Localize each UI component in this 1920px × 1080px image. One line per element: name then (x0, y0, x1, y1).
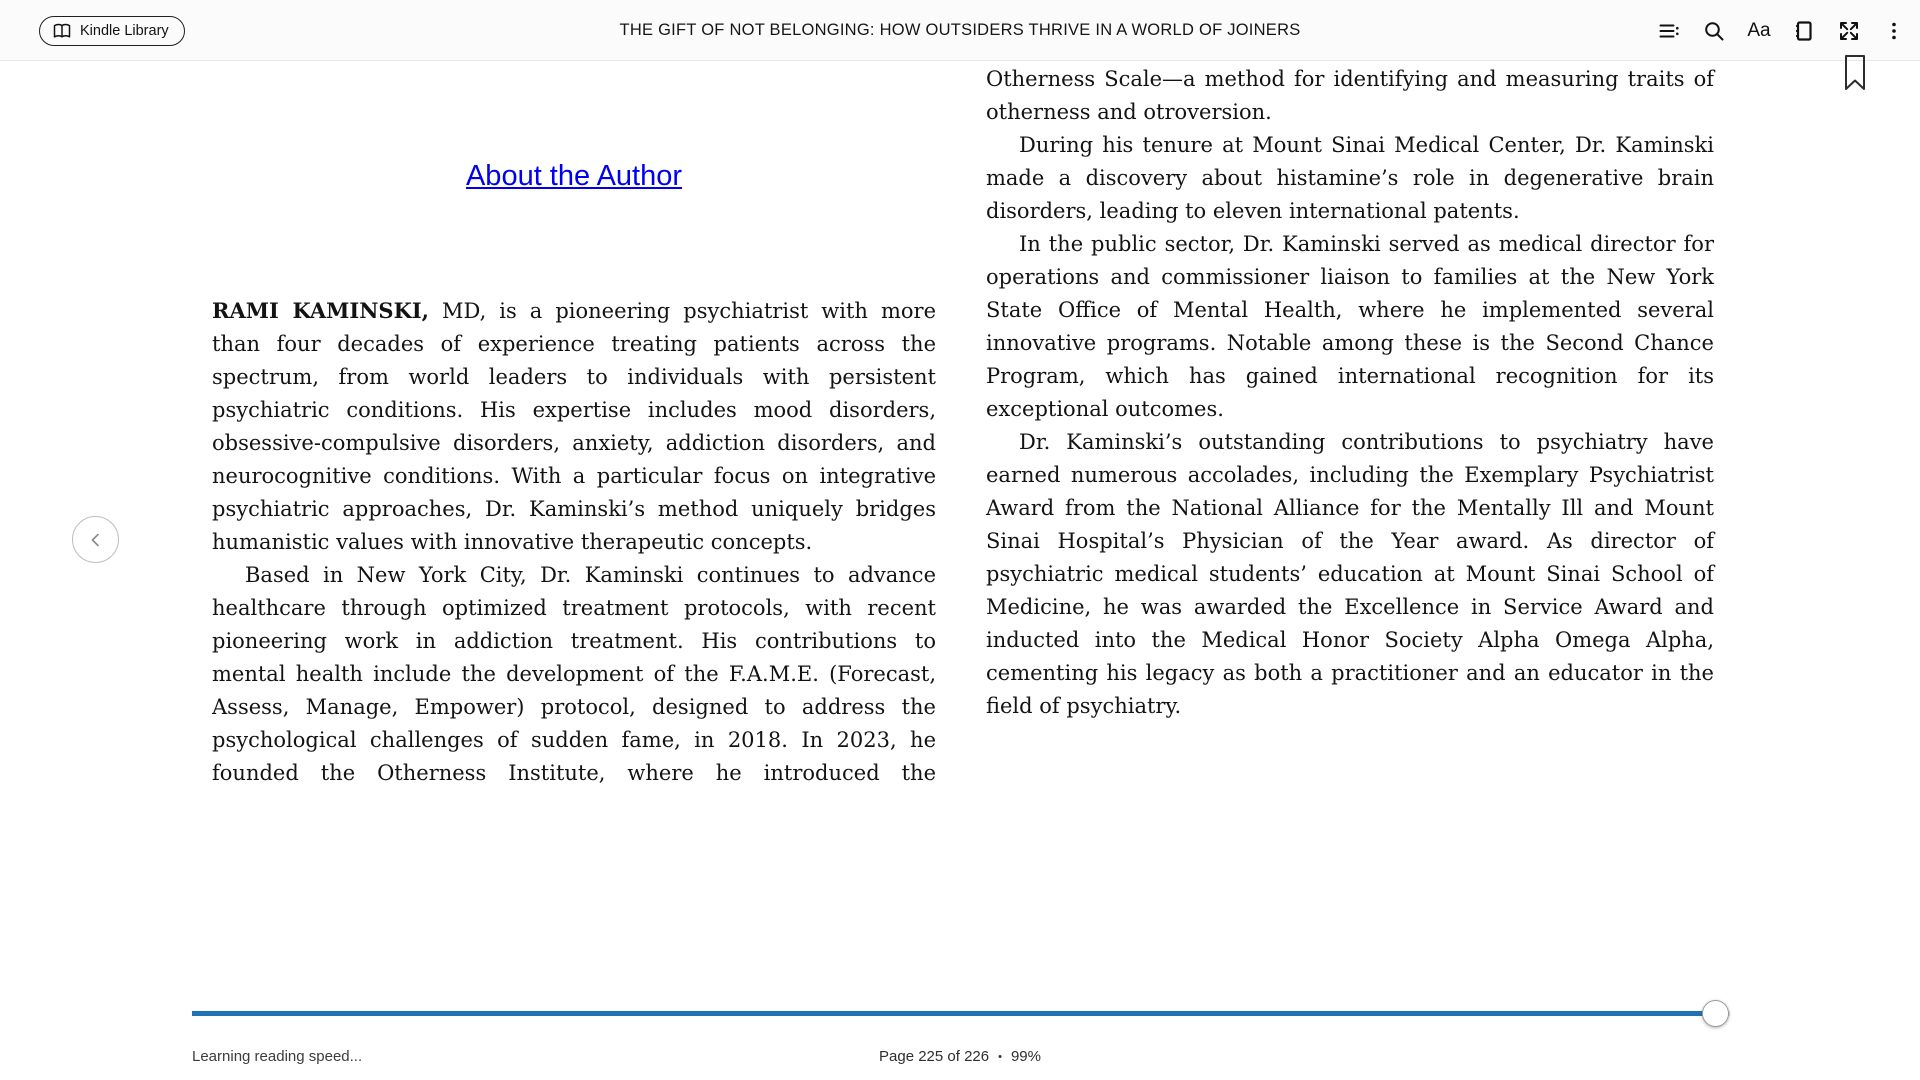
fullscreen-icon[interactable] (1837, 19, 1861, 43)
reading-progress-track[interactable] (192, 1011, 1730, 1016)
paragraph: Otherness Scale—a method for identifying and measuring traits of otherness and otroversion. (986, 67, 1714, 124)
chevron-left-icon (87, 531, 105, 549)
kindle-library-label: Kindle Library (80, 23, 169, 39)
more-icon[interactable] (1882, 19, 1906, 43)
percent-label: 99% (1010, 1048, 1041, 1065)
paragraph (212, 294, 936, 559)
separator-dot: • (998, 1050, 1002, 1063)
paragraph-text: MD, is a pioneering psychiatrist with more than four decades of experience treating patients across the spectrum, from world leaders to individuals with persistent psychiatric conditions. His expertise includes mood disorders, obsessive-compulsive disorders, anxiety, addiction disorders, and neurocognitive conditions. With a particular focus on integrative psychiatric approaches, Dr. Kaminski’s method uniquely bridges humanistic values with innovative therapeutic concepts. (212, 299, 936, 554)
page-number-label: Page 225 of 226 (879, 1048, 990, 1065)
progress-slider-handle[interactable] (1702, 1000, 1729, 1027)
toolbar-icon-group (1657, 0, 1906, 61)
paragraph: Dr. Kaminski’s outstanding contributions to psychiatry have earned numerous accolades, including the Exemplary Psychiatrist Award from the National Alliance for the Mentally Ill and Mount Sinai Hospital’s Physician of the Year award. As director of psychiatric medical students’ education at Mount Sinai School of Medicine, he was awarded the Excellence in Service Award and inducted into the Medical Honor Society Alpha Omega Alpha, cementing his legacy as both a practitioner and an educator in the field of psychiatry. (986, 430, 1714, 718)
bookmark-icon[interactable] (1842, 54, 1868, 92)
progress-fill (192, 1011, 1715, 1016)
paragraph: During his tenure at Mount Sinai Medical Center, Dr. Kaminski made a discovery about histamine’s role in degenerative brain disorders, leading to eleven international patents. (986, 133, 1714, 223)
page-column-left (212, 158, 936, 790)
search-icon[interactable] (1702, 19, 1726, 43)
page-indicator (0, 1048, 1920, 1065)
font-settings-icon[interactable] (1747, 19, 1771, 43)
reading-speed-status: Learning reading speed... (192, 1048, 363, 1065)
toc-icon[interactable] (1657, 19, 1681, 43)
notebook-icon[interactable] (1792, 19, 1816, 43)
paragraph: Based in New York City, Dr. Kaminski continues to advance healthcare through optimized treatment protocols, with recent pioneering work in addiction treatment. His contributions to mental health include the development of the F.A.M.E. (Forecast, Assess, Manage, Empower) protocol, designed to address the psychological challenges of sudden fame, in 2018. In 2023, he founded the Otherness Institute, where he introduced the (212, 563, 936, 785)
font-settings-label: Aa (1747, 19, 1771, 41)
top-toolbar (0, 0, 1920, 61)
page-column-right (986, 63, 1714, 723)
paragraph: In the public sector, Dr. Kaminski served as medical director for operations and commissioner liaison to families at the New York State Office of Mental Health, where he implemented several innovative programs. Notable among these is the Second Chance Program, which has gained international recognition for its exceptional outcomes. (986, 232, 1714, 421)
author-name: RAMI KAMINSKI, (212, 298, 429, 323)
previous-page-button[interactable] (72, 516, 119, 563)
book-title: THE GIFT OF NOT BELONGING: HOW OUTSIDERS THRIVE IN A WORLD OF JOINERS (619, 21, 1301, 39)
chapter-heading-link[interactable]: About the Author (465, 160, 683, 192)
